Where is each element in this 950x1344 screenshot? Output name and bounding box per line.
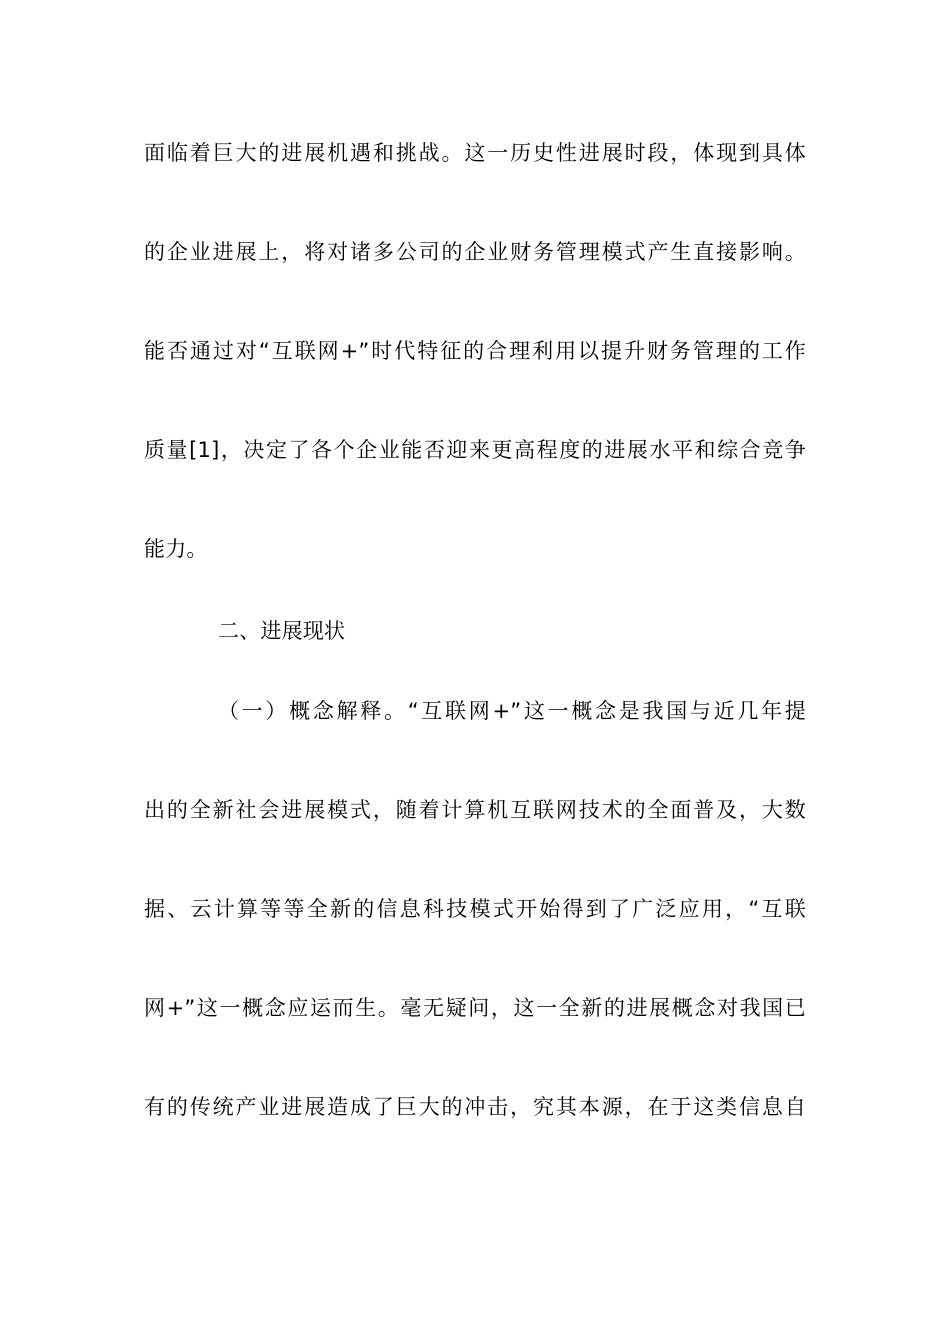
paragraph-line: （一）概念解释。“互联网+”这一概念是我国与近几年提 <box>218 699 806 723</box>
paragraph-line: 网+”这一概念应运而生。毫无疑问，这一全新的进展概念对我国已 <box>144 996 806 1020</box>
paragraph-line: 有的传统产业进展造成了巨大的冲击，究其本源，在于这类信息自 <box>144 1095 806 1119</box>
paragraph-line: 能力。 <box>144 537 208 561</box>
paragraph-line: 据、云计算等等全新的信息科技模式开始得到了广泛应用，“互联 <box>144 897 806 921</box>
section-heading: 二、进展现状 <box>218 619 346 643</box>
paragraph-line: 出的全新社会进展模式，随着计算机互联网技术的全面普及，大数 <box>144 798 806 822</box>
paragraph-line: 质量[1]，决定了各个企业能否迎来更高程度的进展水平和综合竞争 <box>144 438 806 462</box>
paragraph-line: 能否通过对“互联网+”时代特征的合理利用以提升财务管理的工作 <box>144 339 806 363</box>
paragraph-line: 面临着巨大的进展机遇和挑战。这一历史性进展时段，体现到具体 <box>144 141 806 165</box>
paragraph-line: 的企业进展上，将对诸多公司的企业财务管理模式产生直接影响。 <box>144 240 806 264</box>
